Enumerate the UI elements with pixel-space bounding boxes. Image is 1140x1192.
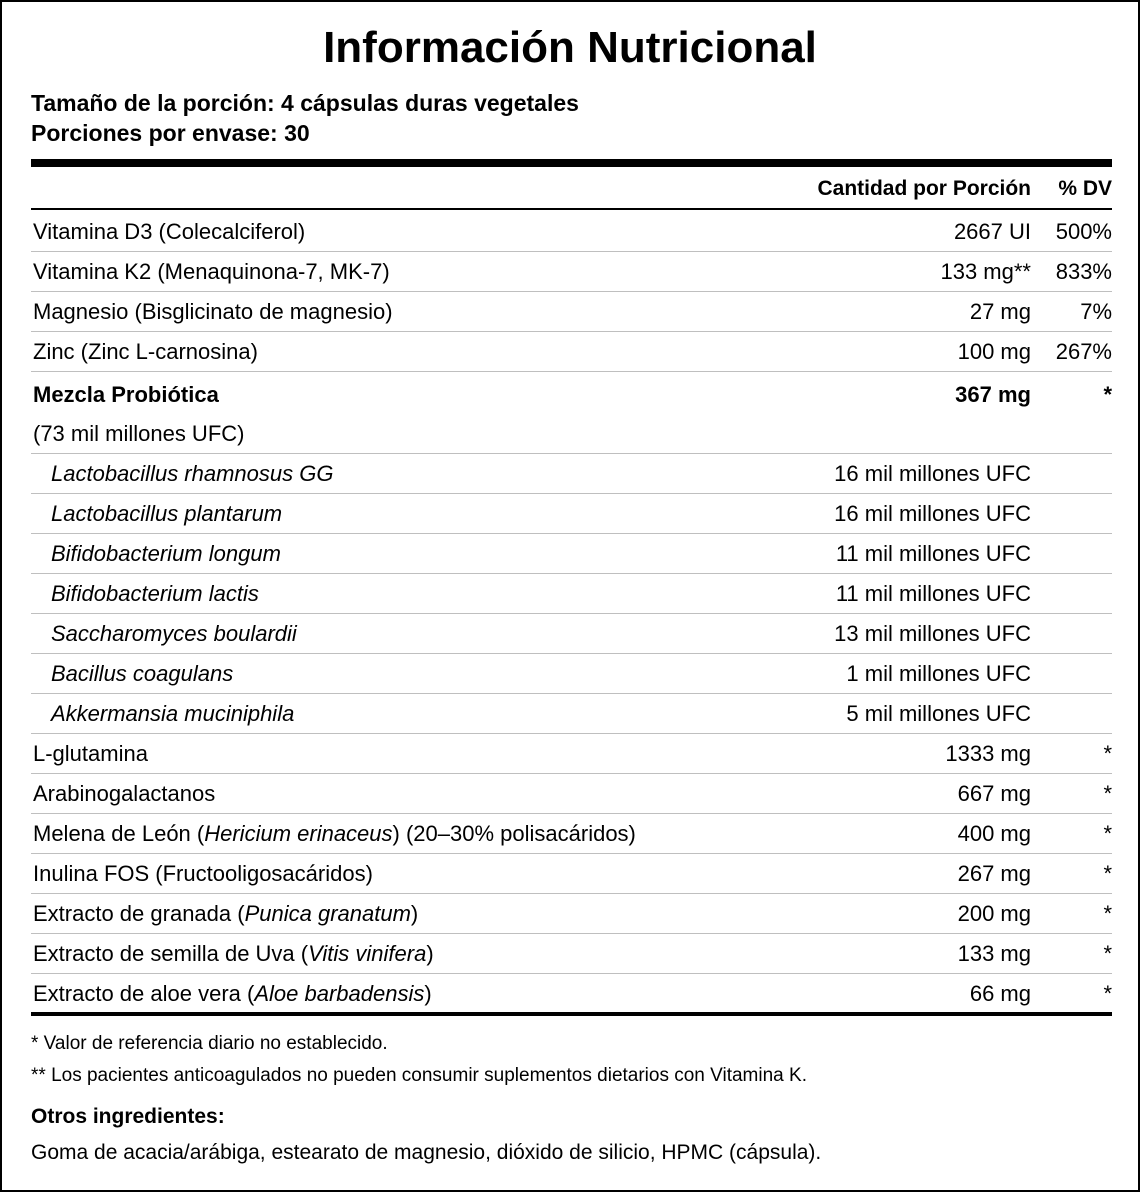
nutrient-amount: 11 mil millones UFC	[835, 541, 1031, 566]
nutrient-name	[51, 574, 259, 614]
name-part: Saccharomyces boulardii	[51, 621, 297, 646]
name-part: )	[424, 981, 432, 1006]
nutrient-name	[33, 934, 434, 974]
name-part: )	[426, 941, 434, 966]
name-part: Lactobacillus plantarum	[51, 501, 283, 526]
name-part: Vitamina K2 (Menaquinona-7, MK-7)	[33, 259, 390, 284]
nutrient-name	[51, 654, 233, 694]
name-part: (73 mil millones UFC)	[33, 421, 245, 446]
nutrient-row	[31, 614, 1112, 654]
nutrient-row	[31, 734, 1112, 774]
nutrient-name	[33, 372, 219, 418]
nutrient-dv: *	[1103, 861, 1112, 886]
nutrient-dv: 500%	[1055, 219, 1112, 244]
name-part: ) (20–30% polisacáridos)	[392, 821, 636, 846]
serving-info	[31, 88, 579, 148]
nutrient-row	[31, 654, 1112, 694]
nutrient-row	[31, 252, 1112, 292]
nutrient-row	[31, 534, 1112, 574]
nutrient-row	[31, 414, 1112, 454]
nutrient-amount: 367 mg	[955, 382, 1031, 407]
nutrient-row	[31, 372, 1112, 414]
nutrient-row	[31, 894, 1112, 934]
nutrient-amount: 400 mg	[957, 821, 1031, 846]
name-part: Melena de León (	[33, 821, 205, 846]
nutrient-name	[51, 694, 294, 734]
nutrient-dv: 833%	[1055, 259, 1112, 284]
nutrient-name	[33, 252, 390, 292]
nutrient-dv: *	[1103, 382, 1112, 407]
nutrient-amount: 100 mg	[957, 339, 1031, 364]
nutrient-dv: *	[1103, 821, 1112, 846]
name-part: Inulina FOS (Fructooligosacáridos)	[33, 861, 373, 886]
scientific-name: Aloe barbadensis	[254, 981, 425, 1006]
nutrient-name	[33, 854, 373, 894]
nutrient-amount: 16 mil millones UFC	[834, 501, 1031, 526]
nutrient-amount: 200 mg	[957, 901, 1031, 926]
nutrient-amount: 133 mg	[957, 941, 1031, 966]
nutrient-name	[51, 534, 281, 574]
nutrient-row	[31, 574, 1112, 614]
nutrient-amount: 16 mil millones UFC	[834, 461, 1031, 486]
nutrient-amount: 27 mg	[969, 299, 1031, 324]
nutrient-row	[31, 694, 1112, 734]
name-part: Mezcla Probiótica	[33, 382, 219, 407]
nutrient-dv: *	[1103, 981, 1112, 1006]
nutrient-row	[31, 814, 1112, 854]
nutrient-row	[31, 774, 1112, 814]
nutrient-name	[33, 332, 258, 372]
nutrient-amount: 13 mil millones UFC	[834, 621, 1031, 646]
nutrient-name	[33, 974, 432, 1014]
nutrient-row	[31, 454, 1112, 494]
nutrient-name	[51, 614, 297, 654]
name-part: Bifidobacterium longum	[51, 541, 281, 566]
nutrient-amount: 5 mil millones UFC	[846, 701, 1031, 726]
nutrient-row	[31, 212, 1112, 252]
other-ingredients-title: Otros ingredientes:	[31, 1105, 225, 1128]
name-part: )	[410, 901, 419, 926]
nutrient-amount: 1 mil millones UFC	[846, 661, 1031, 686]
nutrient-row	[31, 934, 1112, 974]
nutrient-amount: 2667 UI	[953, 219, 1031, 244]
footnote-vitamin-k: ** Los pacientes anticoagulados no pueden consumir suplementos dietarios con Vitamina K.	[31, 1065, 807, 1086]
name-part: Bacillus coagulans	[51, 661, 234, 686]
servings-per-container: Porciones por envase: 30	[31, 120, 310, 146]
amount-column-header: Cantidad por Porción	[817, 177, 1031, 200]
name-part: Extracto de semilla de Uva (	[33, 941, 309, 966]
nutrient-dv: *	[1103, 901, 1112, 926]
scientific-name: Punica granatum	[244, 901, 411, 926]
name-part: Zinc (Zinc L-carnosina)	[33, 339, 258, 364]
nutrient-amount: 667 mg	[957, 781, 1031, 806]
name-part: Arabinogalactanos	[33, 781, 216, 806]
footnotes	[31, 1028, 807, 1092]
footnote-no-dv: * Valor de referencia diario no establecido.	[31, 1033, 388, 1054]
nutrient-name	[51, 494, 282, 534]
name-part: Vitamina D3 (Colecalciferol)	[33, 219, 306, 244]
nutrient-name	[33, 814, 636, 854]
nutrient-dv: *	[1103, 741, 1112, 766]
nutrient-dv: *	[1103, 941, 1112, 966]
other-ingredients-text: Goma de acacia/arábiga, estearato de magnesio, dióxido de silicio, HPMC (cápsula).	[31, 1141, 822, 1164]
name-part: Bifidobacterium lactis	[51, 581, 259, 606]
nutrient-row	[31, 854, 1112, 894]
nutrient-name	[33, 774, 215, 814]
nutrient-amount: 133 mg**	[940, 259, 1031, 284]
nutrient-table	[31, 212, 1112, 1014]
name-part: Magnesio (Bisglicinato de magnesio)	[33, 299, 393, 324]
name-part: Extracto de aloe vera (	[33, 981, 255, 1006]
nutrient-amount: 66 mg	[969, 981, 1031, 1006]
name-part: Lactobacillus rhamnosus GG	[51, 461, 334, 486]
nutrient-dv: *	[1103, 781, 1112, 806]
nutrient-dv: 7%	[1080, 299, 1112, 324]
scientific-name: Vitis vinifera	[308, 941, 427, 966]
serving-size: Tamaño de la porción: 4 cápsulas duras vegetales	[31, 90, 579, 116]
dv-column-header: % DV	[1058, 177, 1112, 200]
column-header	[31, 168, 1112, 210]
nutrient-name	[33, 212, 305, 252]
panel-title: Información Nutricional	[323, 23, 817, 72]
nutrient-amount: 267 mg	[957, 861, 1031, 886]
name-part: Akkermansia muciniphila	[51, 701, 295, 726]
top-thick-divider	[31, 159, 1112, 167]
scientific-name: Hericium erinaceus	[204, 821, 393, 846]
bottom-divider	[31, 1012, 1112, 1016]
nutrient-row	[31, 292, 1112, 332]
nutrient-name	[33, 894, 418, 934]
name-part: Extracto de granada (	[33, 901, 245, 926]
nutrient-name	[33, 414, 244, 454]
nutrient-name	[51, 454, 333, 494]
nutrient-amount: 11 mil millones UFC	[835, 581, 1031, 606]
name-part: L-glutamina	[33, 741, 148, 766]
nutrient-name	[33, 734, 148, 774]
nutrient-row	[31, 332, 1112, 372]
nutrient-name	[33, 292, 393, 332]
nutrient-dv: 267%	[1055, 339, 1112, 364]
nutrient-row	[31, 974, 1112, 1014]
nutrient-amount: 1333 mg	[945, 741, 1031, 766]
nutrient-row	[31, 494, 1112, 534]
